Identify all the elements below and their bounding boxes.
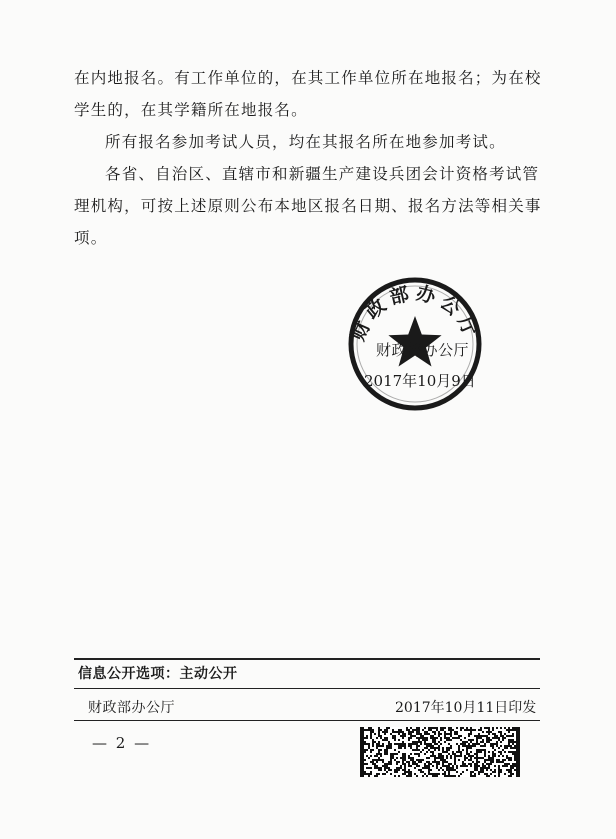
body-paragraph-3-line-1: 各省、自治区、直辖市和新疆生产建设兵团会计资格考试管 bbox=[105, 165, 540, 183]
seal-text: 财政部办公厅 bbox=[347, 282, 483, 345]
footer-middle-rule bbox=[74, 688, 540, 689]
body-text bbox=[74, 62, 544, 254]
print-date: 2017年10月11日印发 bbox=[395, 700, 537, 716]
signature-date: 2017年10月9日 bbox=[364, 372, 476, 390]
body-paragraph-2: 所有报名参加考试人员，均在其报名所在地参加考试。 bbox=[105, 133, 506, 151]
signature-org: 财政部办公厅 bbox=[376, 341, 470, 359]
issuer-name: 财政部办公厅 bbox=[88, 700, 175, 716]
body-paragraph-3-line-2: 理机构，可按上述原则公布本地区报名日期、报名方法等相关事 bbox=[74, 197, 542, 215]
footer-top-rule bbox=[74, 658, 540, 660]
body-line-1: 在内地报名。有工作单位的，在其工作单位所在地报名；为在校 bbox=[74, 69, 542, 87]
body-line-2: 学生的，在其学籍所在地报名。 bbox=[74, 101, 308, 119]
barcode-icon bbox=[360, 727, 520, 777]
disclosure-option: 信息公开选项：主动公开 bbox=[78, 666, 238, 682]
body-paragraph-3-line-3: 项。 bbox=[74, 229, 108, 247]
page-number: — 2 — bbox=[92, 734, 152, 752]
footer-bottom-rule bbox=[74, 720, 540, 721]
